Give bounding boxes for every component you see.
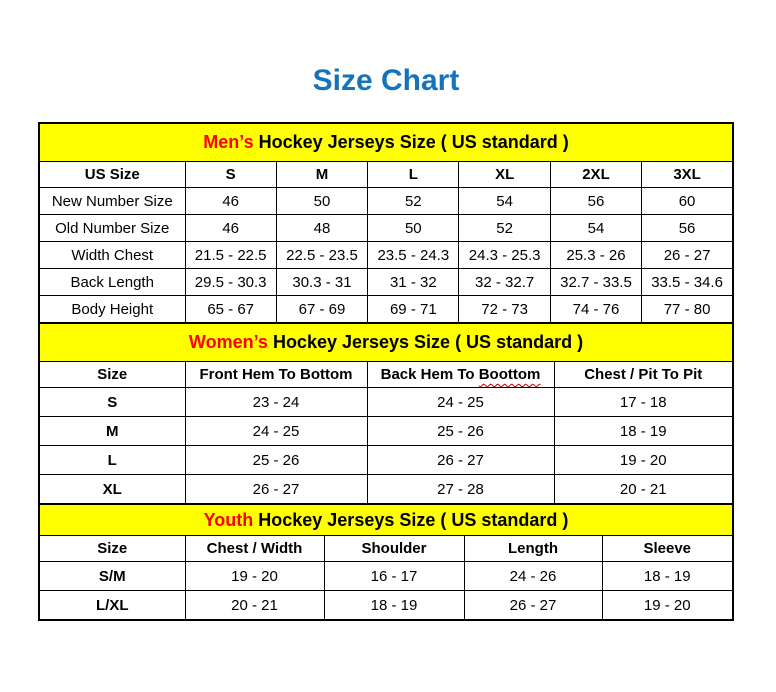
column-header: L	[368, 162, 459, 188]
table-row	[39, 296, 733, 324]
mens-title-highlight: Men’s	[203, 132, 254, 152]
column-header: Chest / Width	[185, 536, 324, 562]
mens-title-rest: Hockey Jerseys Size ( US standard )	[253, 132, 569, 152]
cell: 67 - 69	[276, 296, 367, 324]
page-title: Size Chart	[312, 64, 460, 97]
table-row	[39, 591, 733, 621]
youth-header-row	[39, 536, 733, 562]
cell: 24 - 25	[367, 388, 554, 417]
cell: 23.5 - 24.3	[368, 242, 459, 269]
cell: 46	[185, 188, 276, 215]
misspelled-word: Boottom	[478, 366, 541, 383]
table-row	[39, 215, 733, 242]
cell: 50	[276, 188, 367, 215]
cell: 24 - 26	[464, 562, 602, 591]
cell: 54	[550, 215, 641, 242]
cell: 60	[642, 188, 733, 215]
cell: 29.5 - 30.3	[185, 269, 276, 296]
cell: 18 - 19	[554, 417, 733, 446]
column-header: XL	[459, 162, 550, 188]
womens-table-title	[39, 323, 733, 362]
cell: 50	[368, 215, 459, 242]
womens-title-highlight: Women’s	[188, 332, 268, 352]
cell: 56	[642, 215, 733, 242]
youth-title-highlight: Youth	[203, 509, 254, 530]
column-header: M	[276, 162, 367, 188]
cell: 21.5 - 22.5	[185, 242, 276, 269]
row-label: XL	[39, 475, 185, 505]
row-label: S	[39, 388, 185, 417]
column-header	[367, 362, 554, 388]
cell: 25.3 - 26	[550, 242, 641, 269]
cell: 19 - 20	[554, 446, 733, 475]
size-chart-tables	[38, 122, 734, 621]
column-header: Size	[39, 362, 185, 388]
mens-header-row	[39, 162, 733, 188]
womens-band-row	[39, 323, 733, 362]
row-label: M	[39, 417, 185, 446]
column-header: 3XL	[642, 162, 733, 188]
cell: 22.5 - 23.5	[276, 242, 367, 269]
cell: 74 - 76	[550, 296, 641, 324]
table-row	[39, 188, 733, 215]
row-label: S/M	[39, 562, 185, 591]
column-header: Front Hem To Bottom	[185, 362, 367, 388]
row-label: L	[39, 446, 185, 475]
row-label: Old Number Size	[39, 215, 185, 242]
youth-size-table	[38, 503, 734, 621]
column-header-text: Back Hem To	[380, 366, 479, 383]
row-label: Back Length	[39, 269, 185, 296]
cell: 20 - 21	[185, 591, 324, 621]
row-label: L/XL	[39, 591, 185, 621]
table-row	[39, 562, 733, 591]
column-header: Shoulder	[324, 536, 464, 562]
column-header: Length	[464, 536, 602, 562]
column-header: Size	[39, 536, 185, 562]
mens-table-title	[39, 123, 733, 162]
cell: 25 - 26	[185, 446, 367, 475]
column-header: US Size	[39, 162, 185, 188]
table-row	[39, 269, 733, 296]
womens-header-row	[39, 362, 733, 388]
cell: 25 - 26	[367, 417, 554, 446]
youth-title-rest: Hockey Jerseys Size ( US standard )	[253, 509, 569, 530]
mens-band-row	[39, 123, 733, 162]
cell: 65 - 67	[185, 296, 276, 324]
cell: 18 - 19	[324, 591, 464, 621]
mens-size-table	[38, 122, 734, 324]
cell: 32.7 - 33.5	[550, 269, 641, 296]
cell: 48	[276, 215, 367, 242]
cell: 24.3 - 25.3	[459, 242, 550, 269]
row-label: New Number Size	[39, 188, 185, 215]
womens-title-rest: Hockey Jerseys Size ( US standard )	[267, 332, 584, 352]
column-header: S	[185, 162, 276, 188]
cell: 24 - 25	[185, 417, 367, 446]
row-label: Body Height	[39, 296, 185, 324]
cell: 19 - 20	[185, 562, 324, 591]
table-row	[39, 388, 733, 417]
cell: 52	[459, 215, 550, 242]
cell: 16 - 17	[324, 562, 464, 591]
cell: 26 - 27	[367, 446, 554, 475]
cell: 56	[550, 188, 641, 215]
cell: 72 - 73	[459, 296, 550, 324]
cell: 32 - 32.7	[459, 269, 550, 296]
cell: 17 - 18	[554, 388, 733, 417]
cell: 20 - 21	[554, 475, 733, 505]
cell: 31 - 32	[368, 269, 459, 296]
table-row	[39, 417, 733, 446]
cell: 26 - 27	[185, 475, 367, 505]
table-row	[39, 475, 733, 505]
youth-table-title	[39, 504, 733, 536]
youth-band-row	[39, 504, 733, 536]
column-header: Chest / Pit To Pit	[554, 362, 733, 388]
cell: 26 - 27	[642, 242, 733, 269]
womens-size-table	[38, 322, 734, 505]
cell: 54	[459, 188, 550, 215]
cell: 19 - 20	[602, 591, 733, 621]
cell: 18 - 19	[602, 562, 733, 591]
row-label: Width Chest	[39, 242, 185, 269]
table-row	[39, 242, 733, 269]
cell: 52	[368, 188, 459, 215]
cell: 69 - 71	[368, 296, 459, 324]
table-row	[39, 446, 733, 475]
cell: 46	[185, 215, 276, 242]
cell: 27 - 28	[367, 475, 554, 505]
cell: 26 - 27	[464, 591, 602, 621]
cell: 30.3 - 31	[276, 269, 367, 296]
column-header: Sleeve	[602, 536, 733, 562]
cell: 23 - 24	[185, 388, 367, 417]
cell: 33.5 - 34.6	[642, 269, 733, 296]
column-header: 2XL	[550, 162, 641, 188]
cell: 77 - 80	[642, 296, 733, 324]
